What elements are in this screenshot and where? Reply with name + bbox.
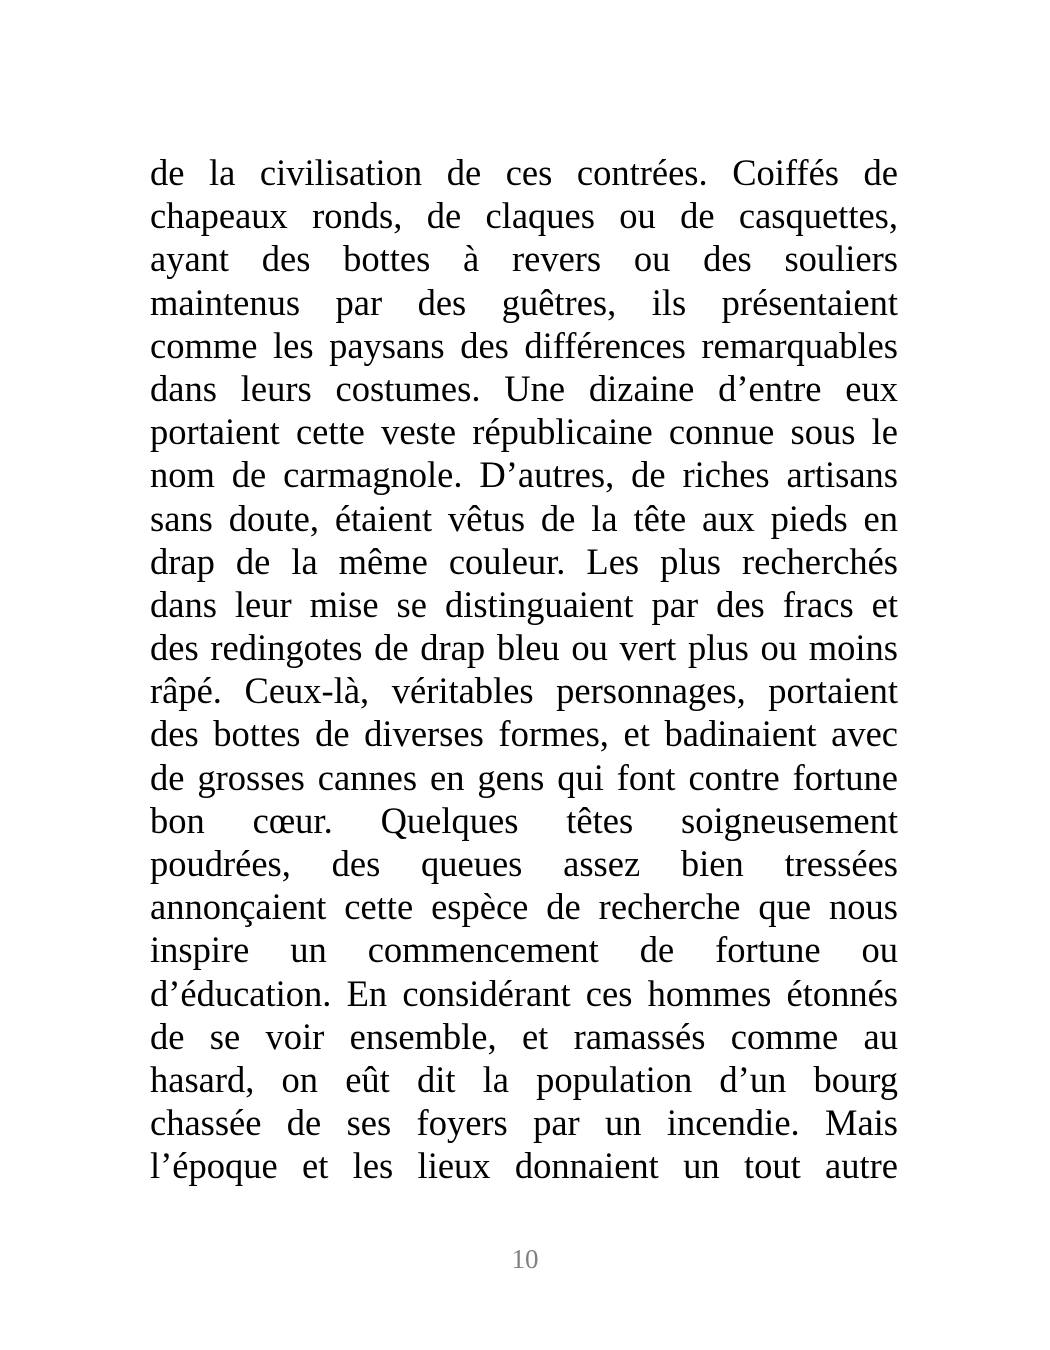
text-line: maintenus par des guêtres, ils présentaient	[150, 281, 898, 323]
text-line: l’époque et les lieux donnaient un tout autre	[150, 1145, 898, 1187]
text-line: nom de carmagnole. D’autres, de riches artisans	[150, 454, 898, 496]
text-line: annonçaient cette espèce de recherche que nous	[150, 886, 898, 928]
text-line: poudrées, des queues assez bien tressées	[150, 843, 898, 884]
text-line: hasard, on eût dit la population d’un bourg	[150, 1058, 898, 1100]
text-line: râpé. Ceux-là, véritables personnages, portaient	[150, 670, 898, 712]
text-line: sans doute, étaient vêtus de la tête aux pieds en	[150, 497, 898, 539]
text-line: de se voir ensemble, et ramassés comme au	[150, 1015, 898, 1057]
text-line: de la civilisation de ces contrées. Coiffés de	[150, 152, 898, 193]
text-line: ayant des bottes à revers ou des souliers	[150, 238, 898, 280]
page-number: 10	[511, 1244, 539, 1274]
text-line: des bottes de diverses formes, et badinaient avec	[150, 713, 898, 755]
text-line: inspire un commencement de fortune ou	[150, 929, 898, 971]
text-line: bon cœur. Quelques têtes soigneusement	[150, 799, 898, 841]
text-line: comme les paysans des différences remarquables	[150, 324, 898, 366]
text-line: portaient cette veste républicaine connue sous le	[150, 411, 898, 453]
text-line: des redingotes de drap bleu ou vert plus ou moins	[150, 627, 898, 669]
text-line: dans leur mise se distinguaient par des fracs et	[150, 583, 898, 625]
text-line: dans leurs costumes. Une dizaine d’entre eux	[150, 367, 898, 409]
text-line: drap de la même couleur. Les plus recherchés	[150, 540, 898, 582]
body-paragraph	[150, 151, 898, 1188]
text-line: d’éducation. En considérant ces hommes étonnés	[150, 972, 898, 1014]
text-line: chassée de ses foyers par un incendie. Mais	[150, 1102, 898, 1144]
text-line: de grosses cannes en gens qui font contre fortune	[150, 756, 898, 798]
text-line: chapeaux ronds, de claques ou de casquettes,	[150, 195, 898, 237]
